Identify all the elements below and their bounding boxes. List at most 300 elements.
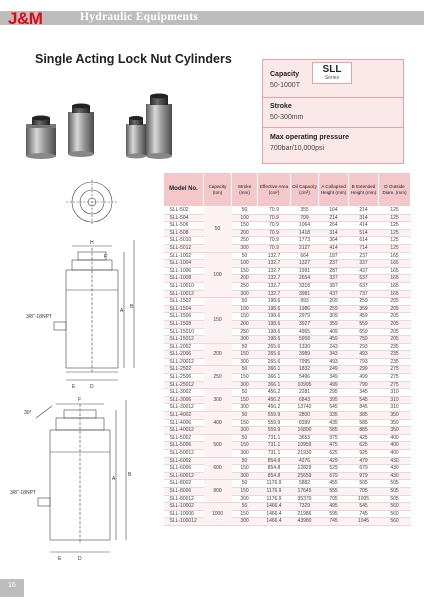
area-cell: 456.2 [258,389,291,397]
collapsed-cell: 705 [319,495,349,503]
stroke-cell: 100 [232,260,258,268]
collapsed-cell: 287 [319,267,349,275]
diam-cell: 205 [379,298,411,306]
stroke-label: Stroke [270,103,292,110]
model-cell: SLL-6002 [164,457,204,465]
extended-cell: 314 [349,214,379,222]
model-cell: SLL-4006 [164,419,204,427]
stroke-cell: 150 [232,419,258,427]
collapsed-cell: 359 [319,320,349,328]
dim-label-d: D [90,384,94,390]
page-title: Single Acting Lock Nut Cylinders [35,52,232,66]
diam-cell: 165 [379,290,411,298]
collapsed-cell: 349 [319,374,349,382]
header-diam: D Outside Diam. (mm) [379,173,411,207]
extended-cell: 259 [349,298,379,306]
collapsed-cell: 375 [319,434,349,442]
table-row [164,427,411,435]
collapsed-cell: 314 [319,229,349,237]
stroke-cell: 50 [232,412,258,420]
diam-cell: 430 [379,457,411,465]
dim-label-b: B [130,304,134,310]
oil-cell: 7995 [291,358,319,366]
collapsed-cell: 237 [319,260,349,268]
table-row [164,214,411,222]
model-cell: SLL-8002 [164,480,204,488]
extended-cell: 625 [349,442,379,450]
table-row [164,465,411,473]
collapsed-cell: 455 [319,480,349,488]
oil-cell: 2800 [291,412,319,420]
extended-cell: 459 [349,313,379,321]
table-row [164,419,411,427]
oil-cell: 1418 [291,229,319,237]
area-cell: 1466.4 [258,510,291,518]
extended-cell: 745 [349,510,379,518]
series-label: Series [324,75,340,81]
extended-cell: 414 [349,222,379,230]
dim-label-b2: B [128,472,132,478]
model-cell: SLL-5006 [164,442,204,450]
oil-cell: 1064 [291,222,319,230]
diam-cell: 310 [379,389,411,397]
area-cell: 70.9 [258,244,291,252]
oil-cell: 5496 [291,374,319,382]
extended-cell: 559 [349,320,379,328]
extended-cell: 845 [349,404,379,412]
model-cell: SLL-8006 [164,487,204,495]
collapsed-cell: 209 [319,298,349,306]
collapsed-cell: 187 [319,252,349,260]
collapsed-cell: 409 [319,328,349,336]
extended-cell: 545 [349,396,379,404]
stroke-cell: 150 [232,465,258,473]
dim-label-f: F [104,254,108,260]
dim-label-e2: E [58,556,62,562]
stroke-cell: 200 [232,229,258,237]
oil-cell: 2127 [291,244,319,252]
stroke-cell: 150 [232,396,258,404]
area-cell: 132.7 [258,275,291,283]
capacity-cell: 50 [204,207,232,253]
oil-cell: 16800 [291,427,319,435]
diam-cell: 125 [379,214,411,222]
table-row [164,207,411,215]
model-cell: SLL-504 [164,214,204,222]
model-cell: SLL-1004 [164,260,204,268]
model-cell: SLL-25012 [164,381,204,389]
collapsed-cell: 495 [319,503,349,511]
extended-cell: 793 [349,358,379,366]
oil-cell: 21930 [291,450,319,458]
model-cell: SLL-60012 [164,472,204,480]
table-row [164,442,411,450]
diam-cell: 350 [379,412,411,420]
cylinder-photo-4 [146,94,172,160]
stroke-cell: 50 [232,457,258,465]
oil-cell: 7329 [291,503,319,511]
collapsed-cell: 243 [319,343,349,351]
area-cell: 198.6 [258,298,291,306]
area-cell: 731.1 [258,434,291,442]
dim-label-a: A [120,308,124,314]
diam-cell: 350 [379,419,411,427]
table-body [164,207,411,526]
oil-cell: 5882 [291,480,319,488]
diam-cell: 205 [379,320,411,328]
area-cell: 265.6 [258,358,291,366]
extended-cell: 545 [349,503,379,511]
diam-cell: 165 [379,260,411,268]
area-cell: 366.1 [258,366,291,374]
extended-cell: 293 [349,343,379,351]
extended-cell: 1045 [349,518,379,526]
model-cell: SLL-3006 [164,396,204,404]
stroke-cell: 300 [232,336,258,344]
area-cell: 198.6 [258,313,291,321]
oil-cell: 1327 [291,260,319,268]
collapsed-cell: 529 [319,465,349,473]
stroke-cell: 50 [232,389,258,397]
oil-cell: 709 [291,214,319,222]
model-cell: SLL-506 [164,222,204,230]
header-collapsed: A Collapsed Height (mm) [319,173,349,207]
spec-table [163,172,411,526]
extended-cell: 885 [349,427,379,435]
stroke-cell: 300 [232,290,258,298]
pressure-row [263,128,403,163]
diam-cell: 505 [379,480,411,488]
dim-label-e: E [72,384,76,390]
stroke-cell: 100 [232,214,258,222]
model-cell: SLL-15010 [164,328,204,336]
stroke-row [263,98,403,128]
diam-cell: 310 [379,404,411,412]
diam-cell: 400 [379,434,411,442]
stroke-cell: 300 [232,427,258,435]
stroke-cell: 300 [232,244,258,252]
dim-label-h: H [90,240,94,246]
table-row [164,389,411,397]
extended-cell: 237 [349,252,379,260]
collapsed-cell: 493 [319,358,349,366]
model-cell: SLL-502 [164,207,204,215]
extended-cell: 737 [349,290,379,298]
oil-cell: 1986 [291,305,319,313]
area-cell: 366.1 [258,374,291,382]
extended-cell: 493 [349,351,379,359]
collapsed-cell: 214 [319,214,349,222]
collapsed-cell: 475 [319,442,349,450]
area-cell: 70.9 [258,237,291,245]
table-row [164,487,411,495]
table-row [164,305,411,313]
collapsed-cell: 249 [319,366,349,374]
collapsed-cell: 595 [319,510,349,518]
capacity-label: Capacity [270,71,300,78]
area-cell: 132.7 [258,282,291,290]
model-cell: SLL-1008 [164,275,204,283]
area-cell: 70.9 [258,229,291,237]
area-cell: 456.2 [258,404,291,412]
oil-cell: 13740 [291,404,319,412]
header-stroke: Stroke (mm) [232,173,258,207]
area-cell: 559.9 [258,427,291,435]
dim-label-d2: D [78,556,82,562]
extended-cell: 585 [349,419,379,427]
header-model: Model No. [164,173,204,207]
collapsed-cell: 164 [319,207,349,215]
collapsed-cell: 459 [319,336,349,344]
diam-cell: 400 [379,450,411,458]
capacity-cell: 500 [204,434,232,457]
diam-cell: 165 [379,252,411,260]
collapsed-cell: 499 [319,381,349,389]
table-row [164,336,411,344]
oil-cell: 5958 [291,336,319,344]
stroke-cell: 300 [232,381,258,389]
stroke-cell: 50 [232,252,258,260]
diam-cell: 560 [379,510,411,518]
model-cell: SLL-4002 [164,412,204,420]
table-row [164,252,411,260]
stroke-cell: 300 [232,404,258,412]
series-name: SLL [322,64,342,75]
stroke-cell: 300 [232,495,258,503]
oil-cell: 25659 [291,472,319,480]
collapsed-cell: 335 [319,412,349,420]
collapsed-cell: 309 [319,313,349,321]
stroke-cell: 300 [232,450,258,458]
oil-cell: 355 [291,207,319,215]
series-badge [312,62,352,84]
stroke-cell: 200 [232,275,258,283]
diam-cell: 205 [379,328,411,336]
oil-cell: 664 [291,252,319,260]
stroke-cell: 150 [232,351,258,359]
table-row [164,275,411,283]
area-cell: 198.6 [258,320,291,328]
area-cell: 132.7 [258,260,291,268]
stroke-cell: 50 [232,366,258,374]
diam-cell: 275 [379,374,411,382]
collapsed-cell: 395 [319,396,349,404]
table-row [164,260,411,268]
model-cell: SLL-5010 [164,237,204,245]
collapsed-cell: 745 [319,518,349,526]
diam-cell: 205 [379,313,411,321]
stroke-cell: 150 [232,374,258,382]
diam-cell: 125 [379,237,411,245]
collapsed-cell: 585 [319,427,349,435]
model-cell: SLL-20012 [164,358,204,366]
table-row [164,351,411,359]
port-label-2: 3/8"-18NPT [10,490,36,496]
extended-cell: 337 [349,260,379,268]
extended-cell: 1005 [349,495,379,503]
stroke-cell: 50 [232,503,258,511]
header-title: Hydraulic Equipments [80,11,199,23]
table-row [164,412,411,420]
extended-cell: 659 [349,328,379,336]
stroke-cell: 200 [232,320,258,328]
diam-cell: 505 [379,487,411,495]
oil-cell: 1330 [291,343,319,351]
collapsed-cell: 337 [319,275,349,283]
extended-cell: 425 [349,434,379,442]
extended-cell: 385 [349,412,379,420]
collapsed-cell: 259 [319,305,349,313]
pressure-label: Max operating pressure [270,134,349,141]
stroke-cell: 150 [232,222,258,230]
table-row [164,290,411,298]
model-cell: SLL-3002 [164,389,204,397]
model-cell: SLL-100012 [164,518,204,526]
table-row [164,450,411,458]
diam-cell: 125 [379,244,411,252]
extended-cell: 799 [349,381,379,389]
oil-cell: 10959 [291,442,319,450]
area-cell: 366.1 [258,381,291,389]
area-cell: 854.8 [258,472,291,480]
oil-cell: 1773 [291,237,319,245]
stroke-cell: 100 [232,305,258,313]
capacity-cell: 400 [204,412,232,435]
stroke-cell: 50 [232,480,258,488]
model-cell: SLL-2002 [164,343,204,351]
capacity-cell: 100 [204,252,232,298]
diam-cell: 350 [379,427,411,435]
dim-label-angle: 30° [24,410,32,416]
product-photo [16,84,246,164]
area-cell: 854.8 [258,457,291,465]
oil-cell: 993 [291,298,319,306]
model-cell: SLL-2506 [164,374,204,382]
collapsed-cell: 343 [319,351,349,359]
table-row [164,229,411,237]
stroke-cell: 150 [232,487,258,495]
capacity-cell: 800 [204,480,232,503]
oil-cell: 3981 [291,290,319,298]
model-cell: SLL-40012 [164,427,204,435]
model-cell: SLL-6006 [164,465,204,473]
area-cell: 132.7 [258,252,291,260]
diam-cell: 235 [379,358,411,366]
stroke-cell: 250 [232,328,258,336]
oil-cell: 21986 [291,510,319,518]
stroke-cell: 150 [232,442,258,450]
model-cell: SLL-50012 [164,450,204,458]
model-cell: SLL-1006 [164,267,204,275]
collapsed-cell: 555 [319,487,349,495]
oil-cell: 3927 [291,320,319,328]
area-cell: 456.2 [258,396,291,404]
oil-cell: 10995 [291,381,319,389]
model-cell: SLL-1502 [164,298,204,306]
diam-cell: 235 [379,343,411,351]
table-row [164,472,411,480]
table-row [164,282,411,290]
collapsed-cell: 435 [319,419,349,427]
extended-cell: 705 [349,487,379,495]
collapsed-cell: 679 [319,472,349,480]
table-row [164,358,411,366]
header-capacity: Capacity (ton) [204,173,232,207]
collapsed-cell: 264 [319,222,349,230]
cylinder-photo-1 [26,116,56,160]
extended-cell: 759 [349,336,379,344]
extended-cell: 359 [349,305,379,313]
oil-cell: 12829 [291,465,319,473]
page-header [0,0,424,30]
model-cell: SLL-5012 [164,244,204,252]
model-cell: SLL-2502 [164,366,204,374]
model-cell: SLL-15012 [164,336,204,344]
diam-cell: 505 [379,495,411,503]
area-cell: 265.6 [258,351,291,359]
table-row [164,396,411,404]
table-row [164,267,411,275]
capacity-cell: 1000 [204,503,232,526]
model-cell: SLL-80012 [164,495,204,503]
extended-cell: 499 [349,374,379,382]
diam-cell: 560 [379,518,411,526]
table-row [164,328,411,336]
port-label-1: 3/8"-18NPT [26,314,52,320]
stroke-cell: 150 [232,510,258,518]
table-row [164,313,411,321]
capacity-value: 50-1000T [270,82,300,89]
model-cell: SLL-30012 [164,404,204,412]
extended-cell: 214 [349,207,379,215]
area-cell: 198.6 [258,305,291,313]
extended-cell: 714 [349,244,379,252]
capacity-cell: 200 [204,343,232,366]
stroke-cell: 300 [232,472,258,480]
oil-cell: 4965 [291,328,319,336]
header-bar [0,11,424,25]
stroke-cell: 250 [232,237,258,245]
area-cell: 1466.4 [258,503,291,511]
table-row [164,480,411,488]
diam-cell: 560 [379,503,411,511]
stroke-cell: 250 [232,282,258,290]
oil-cell: 35370 [291,495,319,503]
stroke-cell: 300 [232,518,258,526]
area-cell: 198.6 [258,336,291,344]
area-cell: 1176.9 [258,480,291,488]
area-cell: 265.6 [258,343,291,351]
pressure-value: 700bar/10,000psi [270,145,325,152]
collapsed-cell: 545 [319,404,349,412]
area-cell: 132.7 [258,267,291,275]
stroke-cell: 50 [232,298,258,306]
model-cell: SLL-5002 [164,434,204,442]
diam-cell: 275 [379,381,411,389]
collapsed-cell: 625 [319,450,349,458]
area-cell: 559.9 [258,412,291,420]
collapsed-cell: 437 [319,290,349,298]
extended-cell: 537 [349,275,379,283]
area-cell: 70.9 [258,207,291,215]
diam-cell: 205 [379,336,411,344]
model-cell: SLL-10012 [164,290,204,298]
collapsed-cell: 429 [319,457,349,465]
oil-cell: 4276 [291,457,319,465]
collapsed-cell: 414 [319,244,349,252]
oil-cell: 17645 [291,487,319,495]
diam-cell: 125 [379,229,411,237]
